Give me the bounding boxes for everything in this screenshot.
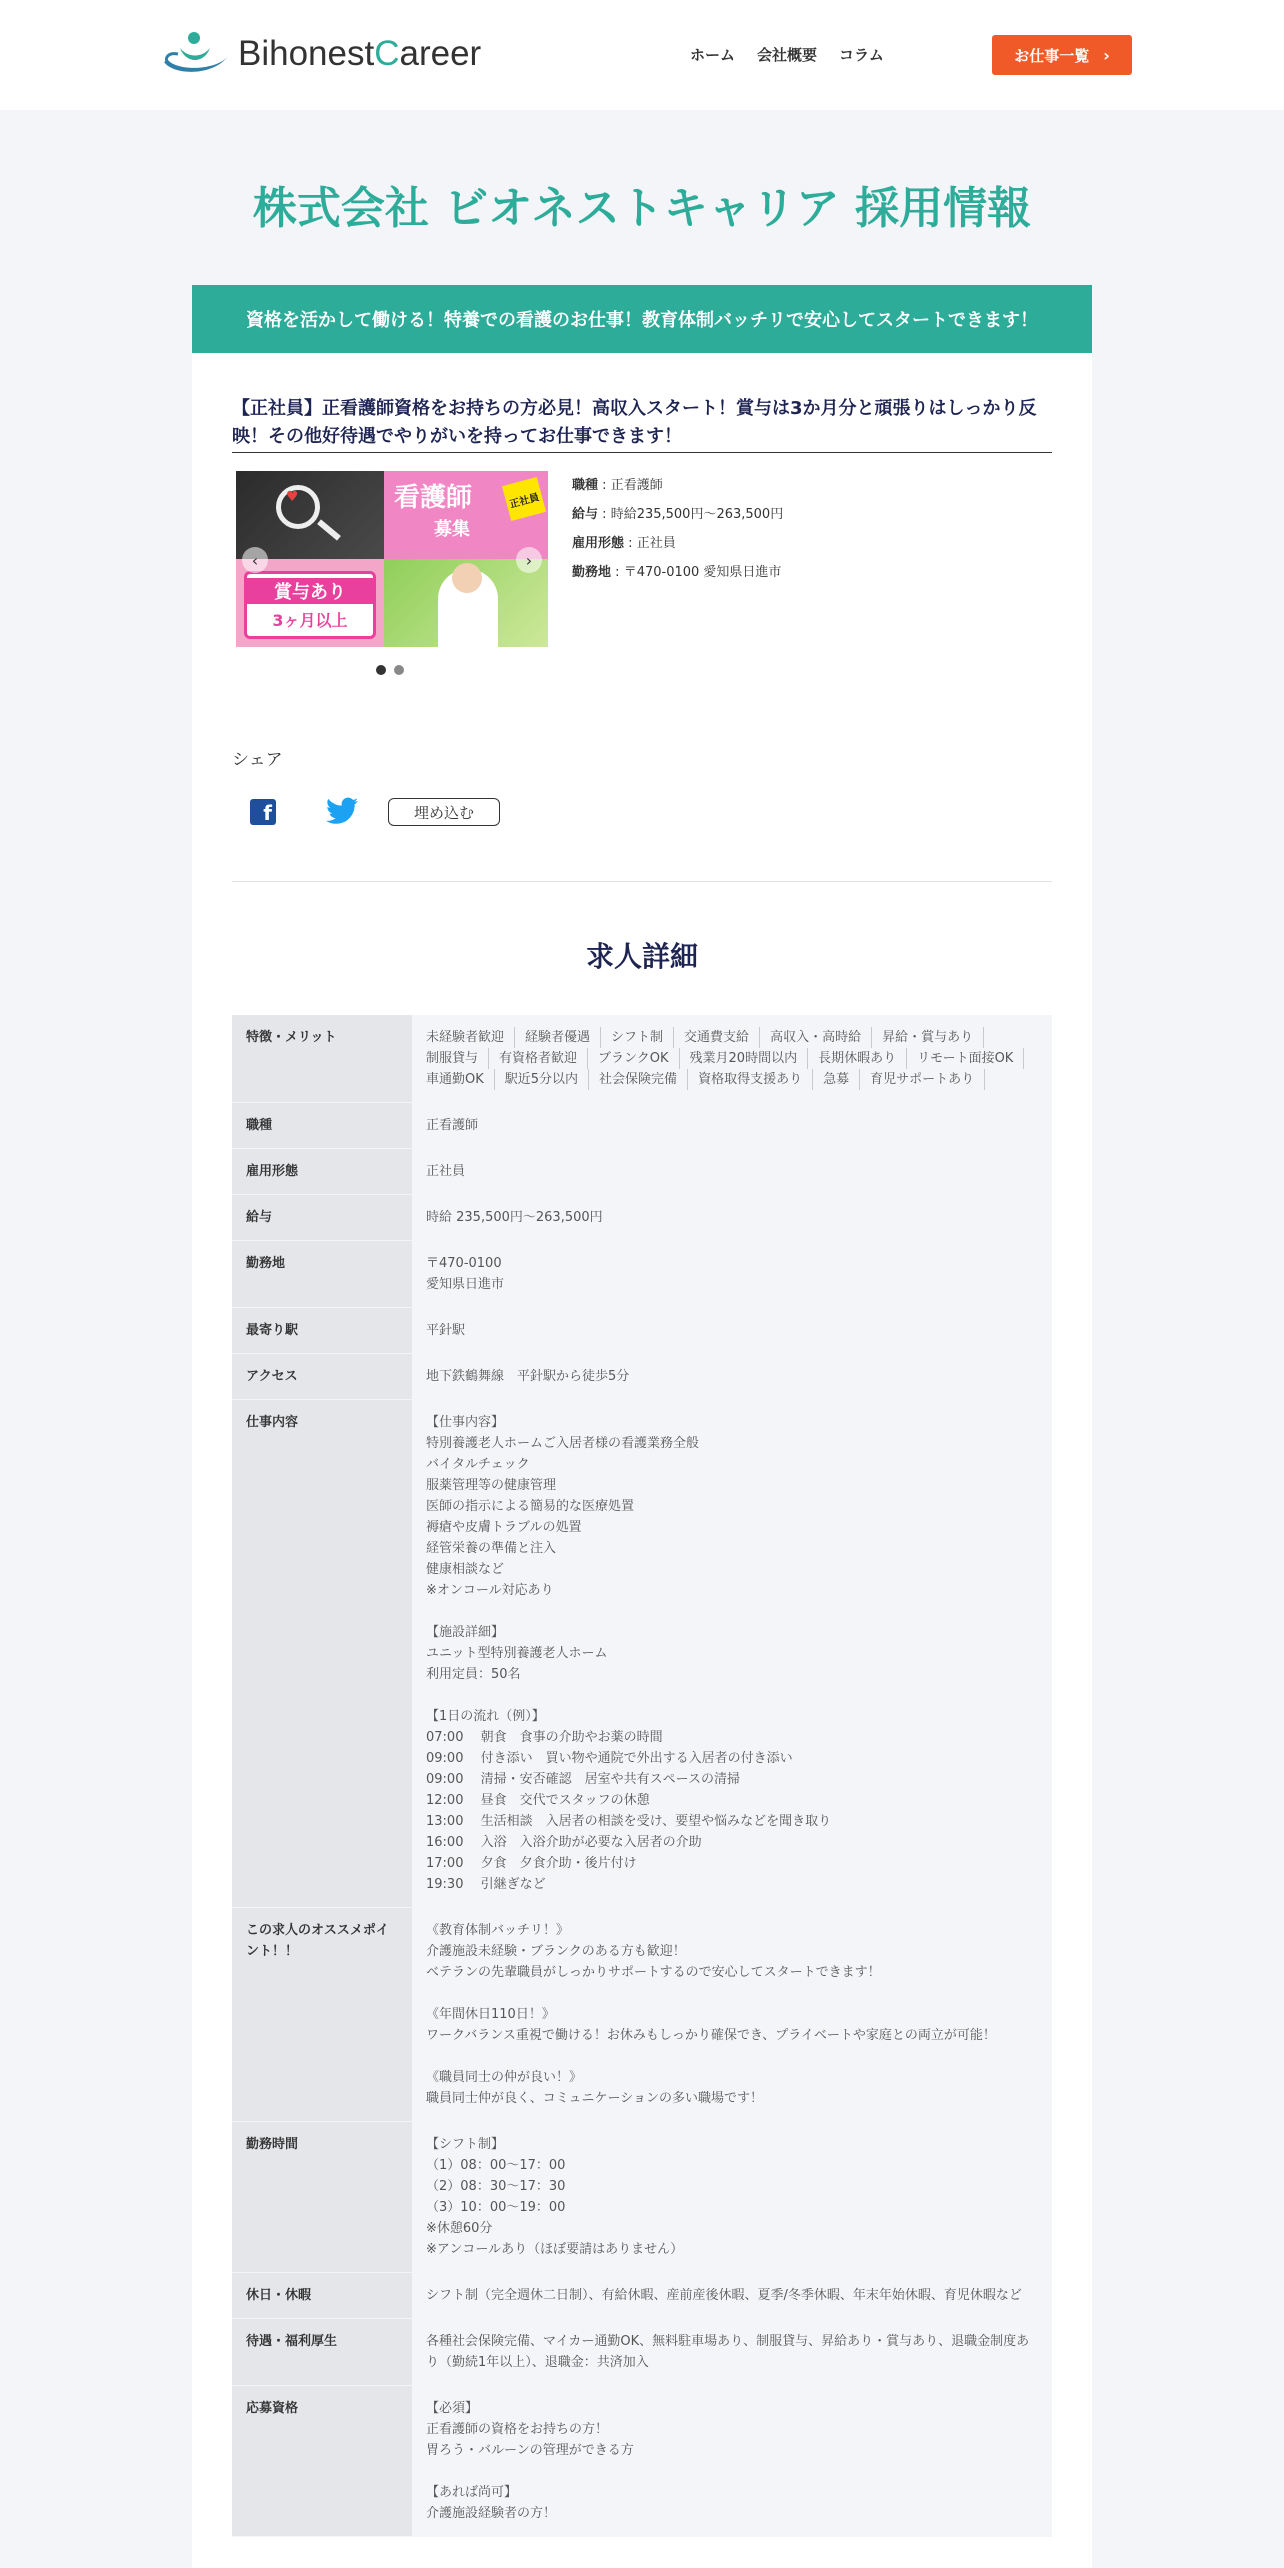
table-row: [232, 1354, 1052, 1400]
fulltime-badge: 正社員: [502, 477, 546, 521]
table-row: [232, 2122, 1052, 2273]
table-value-cell: 各種社会保険完備、マイカー通勤OK、無料駐車場あり、制服貸与、昇給あり・賞与あり、退職金制度あり（勤続1年以上）、退職金：共済加入: [412, 2319, 1052, 2385]
table-row: [232, 2386, 1052, 2537]
feature-tag: 育児サポートあり: [870, 1069, 985, 1090]
feature-tag: 高収入・高時給: [770, 1027, 872, 1048]
nurse-title: 看護師: [394, 483, 473, 513]
table-header-cell: 待遇・福利厚生: [232, 2319, 412, 2385]
table-header-cell: 仕事内容: [232, 1400, 412, 1907]
table-value-cell: 時給 235,500円〜263,500円: [412, 1195, 1052, 1240]
feature-tag: 昇給・賞与あり: [882, 1027, 984, 1048]
features-cell: [412, 1015, 1052, 1102]
logo[interactable]: [158, 30, 481, 78]
table-row: [232, 2319, 1052, 2386]
logo-mark-icon: [158, 30, 234, 78]
feature-tag: 未経験者歓迎: [426, 1027, 515, 1048]
table-header-cell: 給与: [232, 1195, 412, 1240]
feature-tag: 制服貸与: [426, 1048, 489, 1069]
table-row: [232, 1400, 1052, 1908]
main-nav: [690, 44, 884, 65]
slider-next-button[interactable]: [516, 547, 542, 573]
table-header-cell: 雇用形態: [232, 1149, 412, 1194]
job-list-button[interactable]: [992, 35, 1132, 75]
slider-prev-button[interactable]: [242, 547, 268, 573]
summary-item: 勤務地 : 〒470-0100 愛知県日進市: [572, 565, 782, 580]
feature-tag: 資格取得支援あり: [698, 1069, 813, 1090]
table-row: [232, 1908, 1052, 2122]
table-header-cell: 特徴・メリット: [232, 1015, 412, 1102]
table-value-cell: 正社員: [412, 1149, 1052, 1194]
feature-tag: 交通費支給: [684, 1027, 760, 1048]
summary-item: 職種 : 正看護師: [572, 478, 663, 493]
slider-dots: [376, 665, 404, 675]
table-value-cell: 《教育体制バッチリ！》 介護施設未経験・ブランクのある方も歓迎！ ベテランの先輩職員がしっかりサポートするので安心してスタートできます！ 《年間休日110日！》 ワークバランス重視で働ける！お休みもしっかり確保でき、プライベートや家庭との両立が可能！ 《職員同士の仲が良い！》 職員同士仲が良く、コミュニケーションの多い職場です！: [412, 1908, 1052, 2121]
table-value-cell: 地下鉄鶴舞線 平針駅から徒歩5分: [412, 1354, 1052, 1399]
bonus-box: [244, 571, 376, 639]
nav-column[interactable]: コラム: [839, 46, 884, 64]
table-value-cell: 平針駅: [412, 1308, 1052, 1353]
table-header-cell: 勤務地: [232, 1241, 412, 1307]
table-header-cell: アクセス: [232, 1354, 412, 1399]
table-header-cell: 勤務時間: [232, 2122, 412, 2272]
catchphrase-banner: 資格を活かして働ける！特養での看護のお仕事！教育体制バッチリで安心してスタートできます！: [192, 285, 1092, 353]
table-header-cell: 休日・休暇: [232, 2273, 412, 2318]
summary-item: 雇用形態 : 正社員: [572, 536, 676, 551]
page-title: 株式会社 ビオネストキャリア 採用情報: [252, 183, 1032, 234]
table-row: [232, 1308, 1052, 1354]
slider-dot-1[interactable]: [376, 665, 386, 675]
table-row: [232, 1103, 1052, 1149]
table-row: [232, 1015, 1052, 1103]
section-title: 求人詳細: [585, 940, 698, 973]
job-summary: [572, 471, 783, 587]
job-headline: 【正社員】正看護師資格をお持ちの方必見！高収入スタート！賞与は3か月分と頑張りはしっかり反映！その他好待遇でやりがいを持ってお仕事できます！: [232, 395, 1052, 453]
facebook-icon[interactable]: f: [250, 799, 276, 825]
table-value-cell: シフト制（完全週休二日制）、有給休暇、産前産後休暇、夏季/冬季休暇、年末年始休暇、育児休暇など: [412, 2273, 1052, 2318]
feature-tag: 急募: [823, 1069, 860, 1090]
divider: [232, 881, 1052, 882]
table-row: [232, 2273, 1052, 2319]
chevron-right-icon: ›: [1103, 45, 1110, 65]
summary-item: 給与 : 時給235,500円〜263,500円: [572, 507, 784, 522]
twitter-icon[interactable]: [326, 797, 358, 830]
table-row: [232, 1149, 1052, 1195]
feature-tag: リモート面接OK: [917, 1048, 1024, 1069]
nurse-head: [452, 563, 482, 593]
feature-tag: ブランクOK: [598, 1048, 680, 1069]
bonus-months-text: 3ヶ月以上: [272, 611, 348, 630]
table-header-cell: 職種: [232, 1103, 412, 1148]
site-header: [0, 0, 1284, 110]
table-header-cell: この求人のオススメポイント！！: [232, 1908, 412, 2121]
nav-home[interactable]: ホーム: [690, 46, 736, 64]
slider-dot-2[interactable]: [394, 665, 404, 675]
nurse-recruit-text: 募集: [434, 519, 470, 540]
feature-tag: 経験者優遇: [525, 1027, 601, 1048]
table-header-cell: 最寄り駅: [232, 1308, 412, 1353]
table-row: [232, 1195, 1052, 1241]
feature-tag: 駅近5分以内: [505, 1069, 589, 1090]
table-value-cell: 正看護師: [412, 1103, 1052, 1148]
table-value-cell: 【シフト制】 （1）08：00～17：00 （2）08：30～17：30 （3）10：00～19：00 ※休憩60分 ※アンコールあり（ほぼ要請はありません）: [412, 2122, 1052, 2272]
embed-button[interactable]: 埋め込む: [388, 798, 500, 826]
share-label: シェア: [232, 750, 283, 770]
nav-company[interactable]: 会社概要: [757, 46, 818, 64]
table-row: [232, 1241, 1052, 1308]
logo-text: BihonestCareer: [238, 34, 482, 73]
job-card: [192, 285, 1092, 2568]
image-slider[interactable]: [236, 471, 548, 647]
job-detail-table: [232, 1015, 1052, 2537]
table-header-cell: 応募資格: [232, 2386, 412, 2536]
feature-tag: 有資格者歓迎: [499, 1048, 588, 1069]
feature-tag: 残業月20時間以内: [690, 1048, 809, 1069]
table-value-cell: 【必須】 正看護師の資格をお持ちの方！ 胃ろう・バルーンの管理ができる方 【あれば尚可】 介護施設経験者の方！: [412, 2386, 1052, 2536]
feature-tag: シフト制: [611, 1027, 674, 1048]
job-list-button-label: お仕事一覧: [1014, 46, 1090, 65]
feature-tag: 車通勤OK: [426, 1069, 495, 1090]
heart-icon: ♥: [286, 489, 299, 505]
chevron-right-icon: ›: [525, 550, 533, 570]
feature-tag: 長期休暇あり: [818, 1048, 907, 1069]
table-value-cell: 【仕事内容】 特別養護老人ホームご入居者様の看護業務全般 バイタルチェック 服薬管理等の健康管理 医師の指示による簡易的な医療処置 褥瘡や皮膚トラブルの処置 経管栄養の準備と注入 健康相談など ※オンコール対応あり 【施設詳細】 ユニット型特別養護老人ホーム 利用定員：50名 【1日の流れ（例）】 07:00 朝食 食事の介助やお薬の時間 09:00 付き添い 買い物や通院で外出する入居者の付き添い 09:00 清掃・安否確認 居室や共有スペースの清掃 12:00 昼食 交代でスタッフの休憩 13:00 生活相談 入居者の相談を受け、要望や悩みなどを聞き取り 16:00 入浴 入浴介助が必要な入居者の介助 17:00 夕食 夕食介助・後片付け 19:30 引継ぎなど: [412, 1400, 1052, 1907]
bonus-text: 賞与あり: [247, 578, 373, 604]
feature-tag: 社会保険完備: [599, 1069, 688, 1090]
chevron-left-icon: ‹: [251, 550, 259, 570]
table-value-cell: 〒470-0100 愛知県日進市: [412, 1241, 1052, 1307]
